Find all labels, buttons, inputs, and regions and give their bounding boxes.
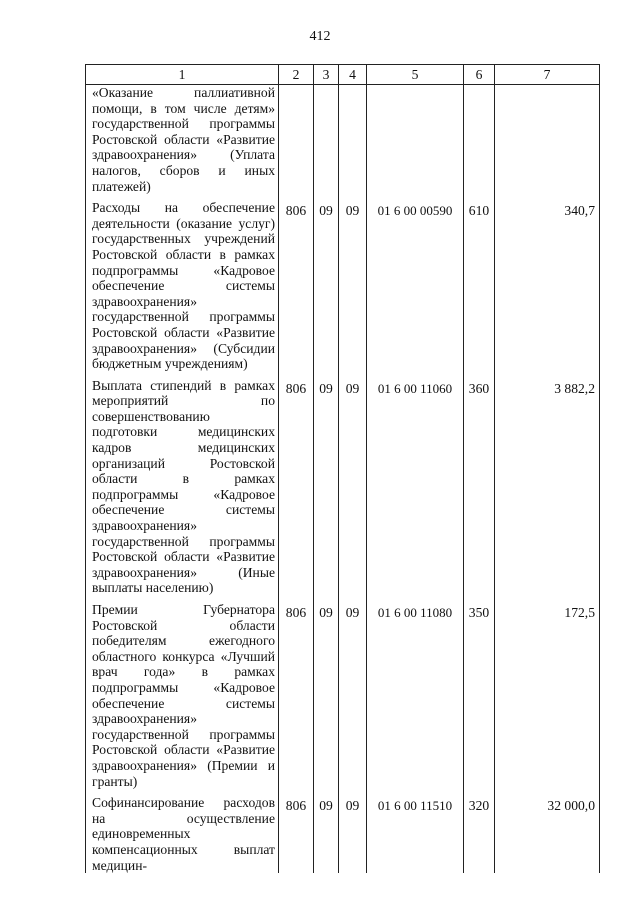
amount: 3 882,2: [495, 378, 600, 596]
amount: 340,7: [495, 200, 600, 372]
section-code: 09: [314, 200, 339, 372]
subsection-code: 09: [339, 602, 367, 789]
column-header-5: 5: [367, 65, 464, 85]
target-item-code: 01 6 00 00590: [367, 200, 464, 372]
section-code: 09: [314, 795, 339, 873]
row-description: Премии Губернатора Ростовской области победителям ежегодного областного конкурса «Лучший врач года» в рамках подпрограммы «Кадровое обеспечение системы здравоохранения» государственной программы Ростовской области «Развитие здравоохранения» (Премии и гранты): [86, 602, 279, 789]
column-header-3: 3: [314, 65, 339, 85]
target-item-code: 01 6 00 11510: [367, 795, 464, 873]
target-item-code: 01 6 00 11080: [367, 602, 464, 789]
budget-table: [85, 64, 600, 873]
column-header-7: 7: [495, 65, 600, 85]
expense-type-code: 350: [464, 602, 495, 789]
row-description: Софинансирование расходов на осуществление единовременных компенсационных выплат медицин-: [86, 795, 279, 873]
subsection-code: 09: [339, 795, 367, 873]
column-header-1: 1: [86, 65, 279, 85]
table-row: [86, 795, 600, 873]
section-code: [314, 85, 339, 195]
row-description: «Оказание паллиативной помощи, в том числе детям» государственной программы Ростовской области «Развитие здравоохранения» (Уплата налогов, сборов и иных платежей): [86, 85, 279, 195]
column-number-header-row: [86, 65, 600, 85]
section-code: 09: [314, 378, 339, 596]
subsection-code: 09: [339, 378, 367, 596]
row-description: Расходы на обеспечение деятельности (оказание услуг) государственных учреждений Ростовской области в рамках подпрограммы «Кадровое обеспечение системы здравоохранения» государственной программы Ростовской области «Развитие здравоохранения» (Субсидии бюджетным учреждениям): [86, 200, 279, 372]
column-header-6: 6: [464, 65, 495, 85]
expense-type-code: 320: [464, 795, 495, 873]
amount: 32 000,0: [495, 795, 600, 873]
page-number: 412: [309, 29, 331, 44]
ministry-code: [279, 85, 314, 195]
subsection-code: 09: [339, 200, 367, 372]
expense-type-code: 610: [464, 200, 495, 372]
expense-type-code: [464, 85, 495, 195]
amount: 172,5: [495, 602, 600, 789]
amount: [495, 85, 600, 195]
table-row: [86, 85, 600, 195]
expense-type-code: 360: [464, 378, 495, 596]
table-row: [86, 200, 600, 372]
ministry-code: 806: [279, 602, 314, 789]
ministry-code: 806: [279, 200, 314, 372]
column-header-2: 2: [279, 65, 314, 85]
ministry-code: 806: [279, 795, 314, 873]
subsection-code: [339, 85, 367, 195]
table-row: [86, 602, 600, 789]
row-description: Выплата стипендий в рамках мероприятий по совершенствованию подготовки медицинских кадров медицинских организаций Ростовской области в рамках подпрограммы «Кадровое обеспечение системы здравоохранения» государственной программы Ростовской области «Развитие здравоохранения» (Иные выплаты населению): [86, 378, 279, 596]
section-code: 09: [314, 602, 339, 789]
column-header-4: 4: [339, 65, 367, 85]
table-row: [86, 378, 600, 596]
ministry-code: 806: [279, 378, 314, 596]
target-item-code: [367, 85, 464, 195]
target-item-code: 01 6 00 11060: [367, 378, 464, 596]
